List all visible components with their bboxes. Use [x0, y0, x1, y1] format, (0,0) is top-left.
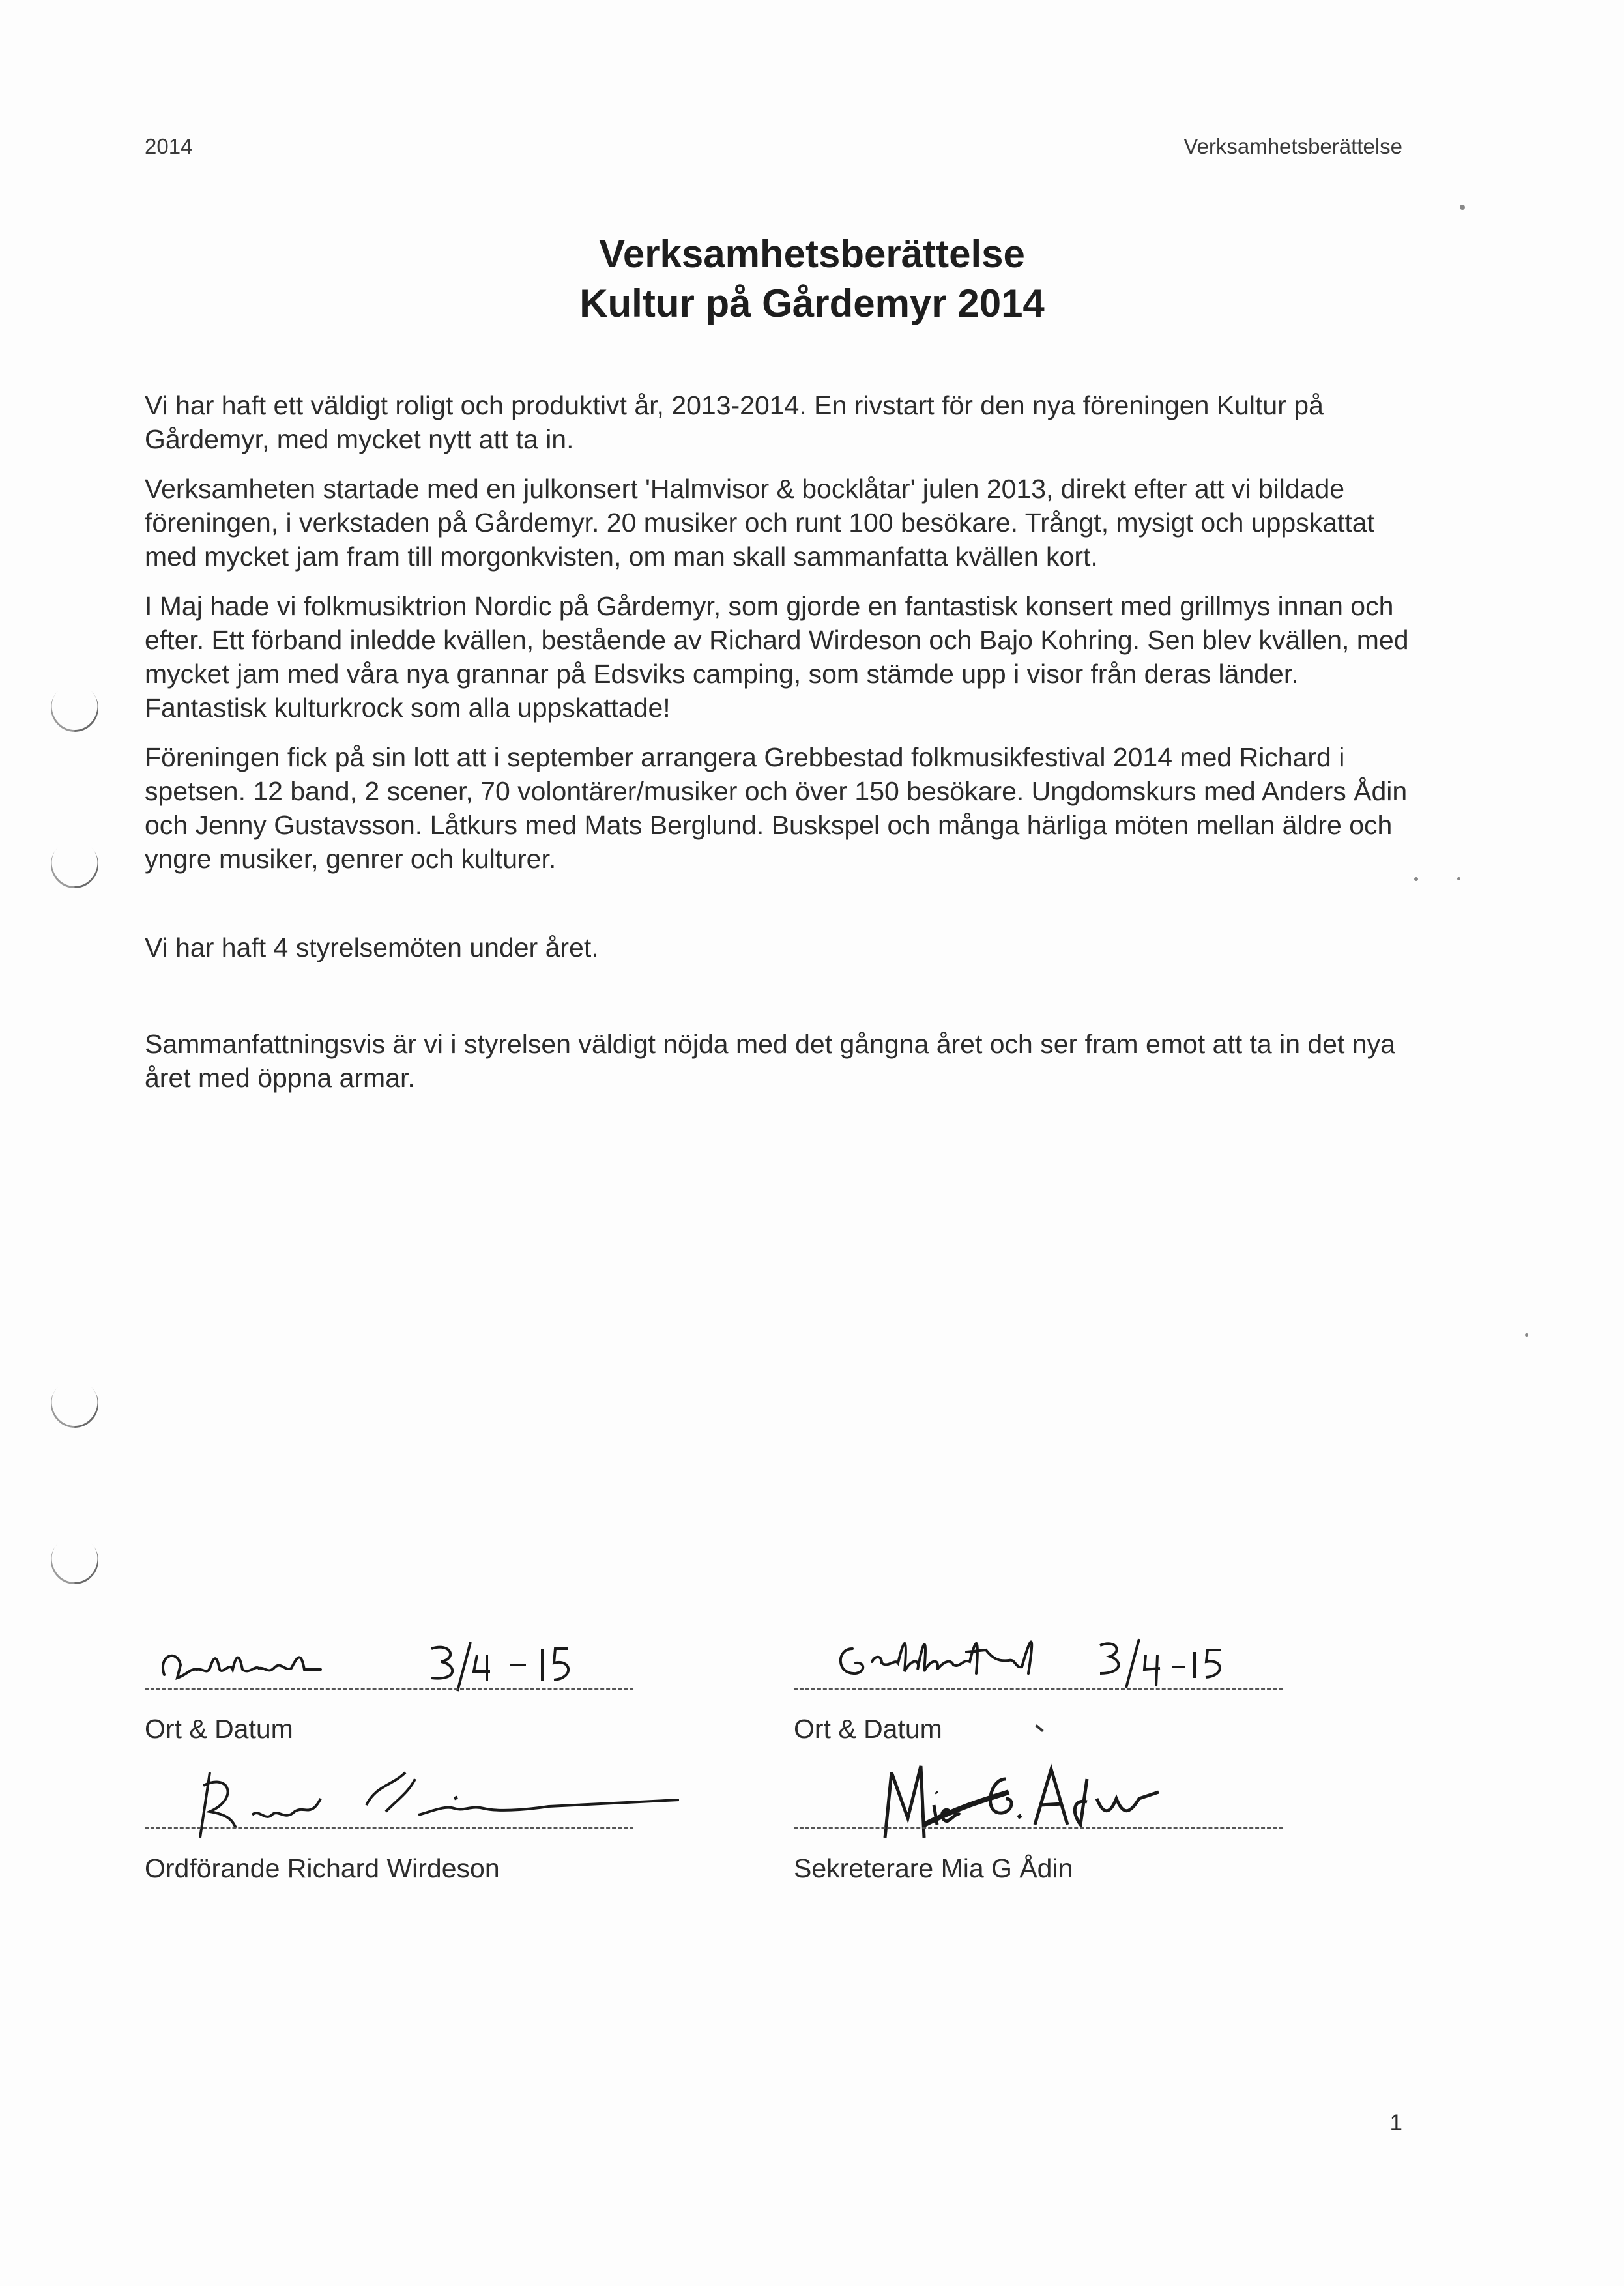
signature-line-place-date-left: [145, 1688, 633, 1690]
signature-line-left: [145, 1827, 633, 1829]
signature-block-left: [145, 1629, 640, 1890]
paragraph-maj-konsert: I Maj hade vi folkmusiktrion Nordic på Gårdemyr, som gjorde en fantastisk konsert med grillmys innan och efter. Ett förband inledde kvällen, bestående av Richard Wirdeson och Bajo Kohring. Sen blev kvällen, med mycket jam med våra nya grannar på Edsviks camping, som stämde upp i visor från deras länder. Fantastisk kulturkrock som alla uppskattade!: [145, 591, 1409, 723]
scan-speck: [1414, 877, 1418, 881]
stray-mark: [1035, 1724, 1043, 1732]
role-label-right: Sekreterare Mia G Ådin: [794, 1853, 1073, 1883]
signature-mia-g-adin: [872, 1753, 1198, 1844]
paragraph-julkonsert: Verksamheten startade med en julkonsert 'Halmvisor & bocklåtar' julen 2013, direkt efter att vi bildade föreningen, i verkstaden på Gårdemyr. 20 musiker och runt 100 besökare. Trångt, mysigt och uppskattat med mycket jam fram till morgonkvisten, om man skall sammanfatta kvällen kort.: [145, 474, 1375, 572]
scan-speck: [1460, 205, 1465, 210]
signature-block-right: [794, 1629, 1289, 1890]
title-line-1: Verksamhetsberättelse: [599, 232, 1025, 276]
signature-line-right: [794, 1827, 1283, 1829]
scan-speck: [1457, 877, 1460, 880]
document-body: [145, 388, 1422, 1110]
paragraph-intro: Vi har haft ett väldigt roligt och produktivt år, 2013-2014. En rivstart för den nya föreningen Kultur på Gårdemyr, med mycket nytt att ta in.: [145, 390, 1324, 454]
signature-richard-wirdeson: [158, 1759, 692, 1844]
punch-hole-mark: [41, 1527, 108, 1594]
paragraph-folkmusikfestival: Föreningen fick på sin lott att i september arrangera Grebbestad folkmusikfestival 2014 med Richard i spetsen. 12 band, 2 scener, 70 volontärer/musiker och över 150 besökare. Ungdomskurs med Anders Ådin och Jenny Gustavsson. Låtkurs med Mats Berglund. Buskspel och många härliga möten mellan äldre och yngre musiker, genrer och kulturer.: [145, 742, 1408, 874]
header-year: 2014: [145, 134, 193, 158]
header-section: Verksamhetsberättelse: [1183, 134, 1402, 158]
punch-hole-mark: [41, 674, 108, 742]
handwritten-place-date-right: [826, 1623, 1322, 1688]
scan-speck: [1525, 1333, 1528, 1337]
role-label-left: Ordförande Richard Wirdeson: [145, 1853, 500, 1883]
place-date-label-right: Ort & Datum: [794, 1714, 942, 1744]
document-title: [0, 229, 1624, 328]
paragraph-styrelsemoten: Vi har haft 4 styrelsemöten under året.: [145, 933, 599, 962]
title-line-2: Kultur på Gårdemyr 2014: [579, 282, 1045, 325]
place-date-label-left: Ort & Datum: [145, 1714, 293, 1744]
page-number: 1: [1389, 2110, 1402, 2135]
signature-line-place-date-right: [794, 1688, 1283, 1690]
punch-hole-mark: [41, 831, 108, 898]
handwritten-place-date-left: [151, 1629, 646, 1694]
punch-hole-mark: [41, 1370, 108, 1438]
paragraph-sammanfattning: Sammanfattningsvis är vi i styrelsen väldigt nöjda med det gångna året och ser fram emot att ta in det nya året med öppna armar.: [145, 1029, 1395, 1093]
